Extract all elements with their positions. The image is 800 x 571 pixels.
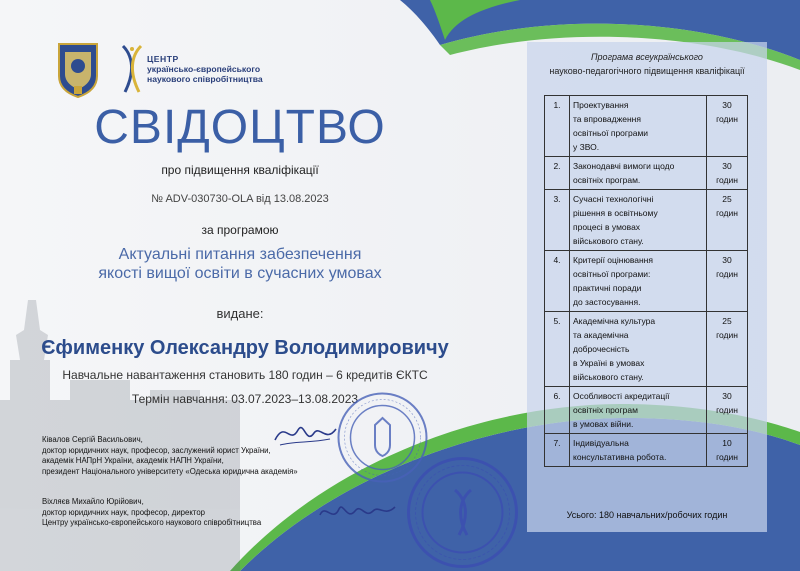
- module-title-line: Сучасні технологічні: [573, 194, 654, 204]
- module-title-line: практичні поради: [573, 283, 642, 293]
- module-hours-unit: годин: [716, 452, 738, 462]
- module-title-line: військового стану.: [573, 236, 644, 246]
- signatory-1-line-4: президент Національного університету «Одеська юридична академія»: [42, 466, 298, 476]
- module-hours: [707, 434, 748, 467]
- module-title-line: та впровадження: [573, 114, 641, 124]
- module-title: [570, 387, 707, 434]
- module-title-line: освітньої програми: [573, 128, 649, 138]
- university-emblem-icon: [55, 40, 101, 98]
- module-title-line: у ЗВО.: [573, 142, 600, 152]
- module-hours-value: 30: [722, 391, 732, 401]
- module-title-line: в умовах війни.: [573, 419, 634, 429]
- module-hours: [707, 251, 748, 312]
- module-title-line: освітніх програм.: [573, 175, 641, 185]
- module-row: [545, 157, 748, 190]
- module-number: 6.: [545, 387, 570, 434]
- module-title: [570, 157, 707, 190]
- module-title-line: процесі в умовах: [573, 222, 641, 232]
- module-hours: [707, 96, 748, 157]
- program-name-line-2: якості вищої освіти в сучасних умовах: [98, 265, 382, 282]
- program-name: [65, 245, 415, 283]
- module-number: 2.: [545, 157, 570, 190]
- module-title: [570, 312, 707, 387]
- center-stamp: [405, 455, 520, 570]
- certificate-number: № ADV-030730-OLA від 13.08.2023: [151, 193, 329, 205]
- issued-label: видане:: [216, 306, 264, 321]
- module-title-line: та академічна: [573, 330, 629, 340]
- module-number: 7.: [545, 434, 570, 467]
- module-hours: [707, 157, 748, 190]
- module-number: 3.: [545, 190, 570, 251]
- module-hours-value: 30: [722, 100, 732, 110]
- center-emblem-icon: [119, 44, 145, 94]
- program-name-line-1: Актуальні питання забезпечення: [118, 246, 362, 263]
- module-number: 4.: [545, 251, 570, 312]
- module-title-line: Проектування: [573, 100, 629, 110]
- module-title: [570, 190, 707, 251]
- module-row: [545, 96, 748, 157]
- module-number: 1.: [545, 96, 570, 157]
- module-title-line: освітніх програм: [573, 405, 638, 415]
- module-hours: [707, 312, 748, 387]
- module-title-line: військового стану.: [573, 372, 644, 382]
- module-hours-value: 10: [722, 438, 732, 448]
- module-hours-unit: годин: [716, 208, 738, 218]
- signatory-1-line-1: Ківалов Сергій Васильович,: [42, 435, 143, 444]
- certificate-title: СВІДОЦТВО: [94, 101, 386, 154]
- module-number: 5.: [545, 312, 570, 387]
- study-term: Термін навчання: 03.07.2023–13.08.2023: [131, 392, 359, 406]
- module-row: [545, 434, 748, 467]
- certificate-subtitle: про підвищення кваліфікації: [161, 163, 319, 177]
- program-panel-heading: [527, 50, 767, 78]
- signatory-2-line-2: доктор юридичних наук, професор, директор: [42, 507, 206, 517]
- center-name: [147, 54, 263, 84]
- signature-1: [270, 415, 340, 455]
- module-title-line: рішення в освітньому: [573, 208, 658, 218]
- module-title-line: консультативна робота.: [573, 452, 667, 462]
- module-row: [545, 251, 748, 312]
- module-title: [570, 96, 707, 157]
- module-row: [545, 190, 748, 251]
- module-hours-value: 30: [722, 161, 732, 171]
- signature-2: [315, 495, 400, 530]
- module-title-line: Критерії оцінювання: [573, 255, 653, 265]
- module-title-line: в Україні в умовах: [573, 358, 645, 368]
- module-hours-value: 25: [722, 316, 732, 326]
- module-hours: [707, 387, 748, 434]
- program-label: за програмою: [201, 223, 279, 237]
- module-title-line: Особливості акредитації: [573, 391, 670, 401]
- center-logo: [119, 44, 263, 94]
- signatory-1-line-2: доктор юридичних наук, професор, заслужений юрист України,: [42, 445, 271, 455]
- modules-table: [544, 95, 748, 467]
- module-title: [570, 434, 707, 467]
- signatory-1: [42, 435, 298, 477]
- module-row: [545, 312, 748, 387]
- program-panel-heading-line-2: науково-педагогічного підвищення кваліфікації: [549, 66, 745, 76]
- module-hours: [707, 190, 748, 251]
- center-name-line-1: ЦЕНТР: [147, 54, 179, 64]
- module-title-line: Законодавчі вимоги щодо: [573, 161, 675, 171]
- module-title-line: освітньої програми:: [573, 269, 651, 279]
- module-title-line: Індивідуальна: [573, 438, 629, 448]
- program-panel-heading-line-1: Програма всеукраїнського: [591, 52, 703, 62]
- module-hours-value: 30: [722, 255, 732, 265]
- header-logos: [55, 40, 263, 98]
- center-name-line-3: наукового співробітництва: [147, 74, 263, 84]
- module-hours-unit: годин: [716, 330, 738, 340]
- module-hours-unit: годин: [716, 269, 738, 279]
- module-hours-unit: годин: [716, 405, 738, 415]
- total-hours: Усього: 180 навчальних/робочих годин: [566, 510, 728, 520]
- module-title-line: доброчесність: [573, 344, 630, 354]
- signatory-2: [42, 497, 261, 529]
- module-title-line: Академічна культура: [573, 316, 656, 326]
- signatory-1-line-3: академік НАПрН України, академік НАПН України,: [42, 456, 224, 465]
- module-title-line: до застосування.: [573, 297, 641, 307]
- module-title: [570, 251, 707, 312]
- module-hours-value: 25: [722, 194, 732, 204]
- signatory-2-line-3: Центру українсько-європейського наукового співробітництва: [42, 518, 262, 527]
- study-load: Навчальне навантаження становить 180 годин – 6 кредитів ЄКТС: [62, 368, 428, 382]
- module-hours-unit: годин: [716, 114, 738, 124]
- module-hours-unit: годин: [716, 175, 738, 185]
- signatory-2-line-1: Віхляєв Михайло Юрійович,: [42, 497, 144, 506]
- recipient-name: Єфименку Олександру Володимировичу: [41, 337, 449, 359]
- center-name-line-2: українсько-європейського: [147, 64, 261, 74]
- module-row: [545, 387, 748, 434]
